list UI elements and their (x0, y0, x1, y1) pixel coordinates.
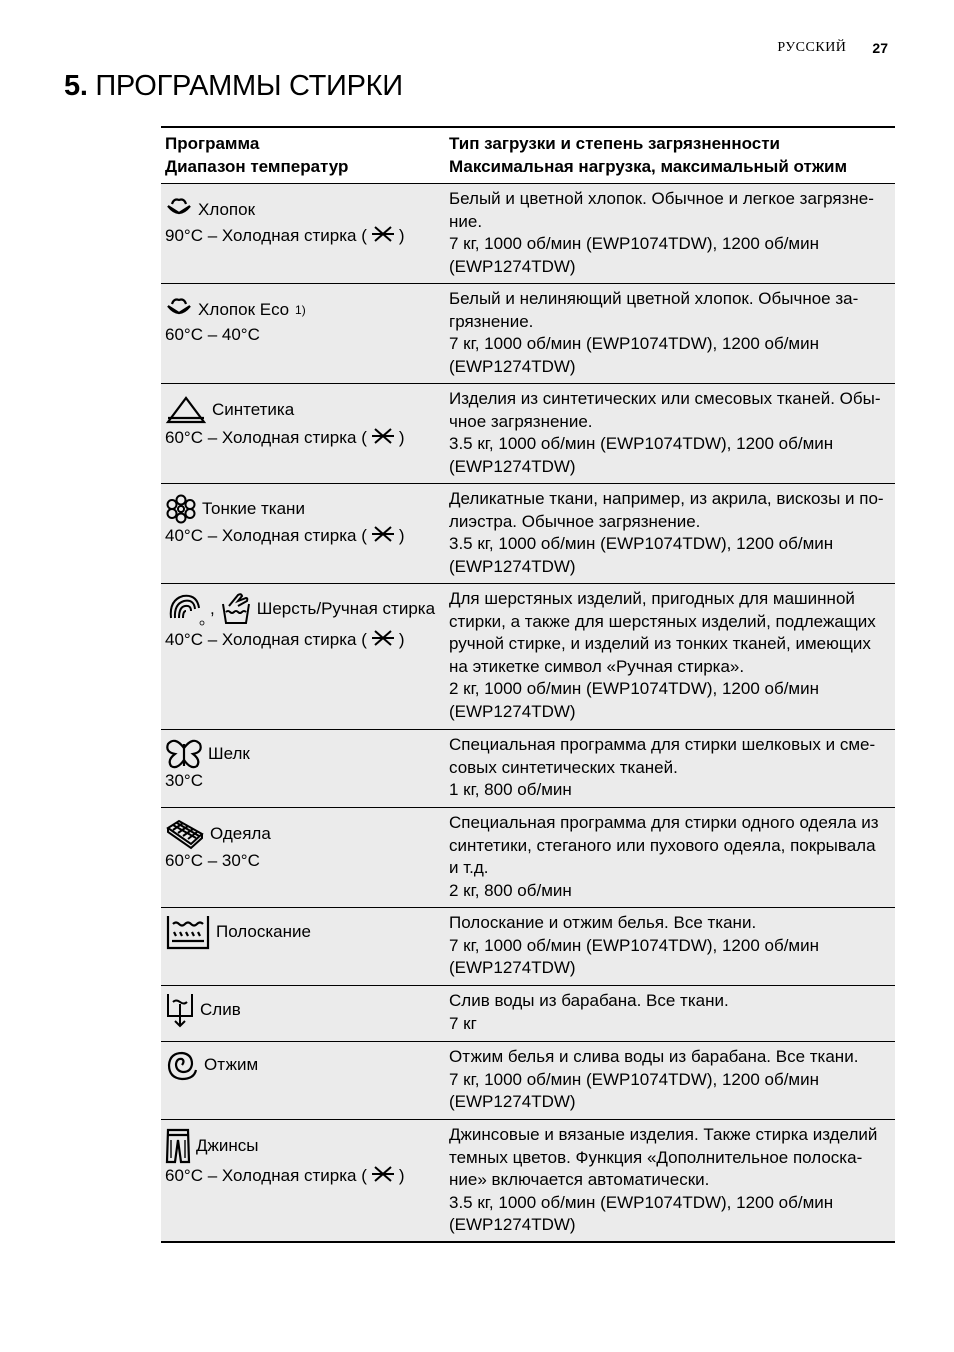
synthetics-icon (165, 394, 207, 426)
program-cell: Тонкие ткани 40°C – Холодная стирка ( ) (161, 484, 445, 584)
table-row (161, 584, 895, 730)
header-language: РУССКИЙ (777, 40, 847, 55)
section-title-text: ПРОГРАММЫ СТИРКИ (95, 70, 403, 102)
table-row (161, 1042, 895, 1120)
program-cell: Синтетика 60°C – Холодная стирка ( ) (161, 384, 445, 484)
description-cell: Деликатные ткани, например, из акрила, вискозы и по-лиэстра. Обычное загрязнение. 3.5 кг, 1000 об/мин (EWP1074TDW), 1200 об/мин (EWP1274TDW) (449, 489, 884, 576)
program-cell: , Шерсть/Ручная стирка 40°C – Холодная стирка ( ) (161, 584, 445, 730)
cotton-eco-icon (165, 296, 193, 324)
cold-wash-icon (370, 224, 396, 244)
footnote-marker: 1) (295, 302, 306, 317)
cold-wash-icon (370, 524, 396, 544)
description-cell: Белый и нелиняющий цветной хлопок. Обычное за-грязнение. 7 кг, 1000 об/мин (EWP1074TDW), 1200 об/мин (EWP1274TDW) (449, 289, 859, 376)
description-cell: Отжим белья и слива воды из барабана. Все ткани. 7 кг, 1000 об/мин (EWP1074TDW), 1200 об/мин (EWP1274TDW) (449, 1047, 859, 1111)
program-cell: Слив (161, 986, 445, 1042)
description-cell: Специальная программа для стирки шелковых и сме-совых синтетических тканей. 1 кг, 800 об/мин (449, 735, 876, 799)
program-cell: Шелк 30°C (161, 730, 445, 808)
program-cell: Джинсы 60°C – Холодная стирка ( ) (161, 1120, 445, 1242)
cold-wash-icon (370, 426, 396, 446)
program-cell: Хлопок Eco 1) 60°C – 40°C (161, 284, 445, 384)
page-number: 27 (872, 40, 888, 56)
program-cell: Хлопок 90°C – Холодная стирка ( ) (161, 184, 445, 284)
table-row (161, 908, 895, 986)
description-cell: Специальная программа для стирки одного одеяла из синтетики, стеганого или пухового одеяла, покрывала и т.д. 2 кг, 800 об/мин (449, 813, 879, 900)
table-row (161, 1120, 895, 1242)
table-row (161, 730, 895, 808)
programs-table (161, 126, 895, 1243)
delicates-icon (165, 494, 197, 524)
running-header (777, 40, 888, 56)
duvet-icon (165, 818, 205, 850)
spin-icon (165, 1048, 199, 1082)
header-program: Программа Диапазон температур (165, 134, 349, 176)
hand-wash-icon (220, 592, 252, 626)
header-load-type: Тип загрузки и степень загрязненности Максимальная нагрузка, максимальный отжим (449, 134, 848, 176)
table-header-row (161, 127, 895, 184)
cold-wash-icon (370, 1164, 396, 1184)
program-cell: Отжим (161, 1042, 445, 1120)
program-cell: Полоскание (161, 908, 445, 986)
description-cell: Джинсовые и вязаные изделия. Также стирка изделий темных цветов. Функция «Дополнительное полоска-ние» включается автоматически. 3.5 кг, 1000 об/мин (EWP1074TDW), 1200 об/мин (EWP1274TDW) (449, 1125, 878, 1234)
section-title (64, 70, 403, 103)
description-cell: Полоскание и отжим белья. Все ткани. 7 кг, 1000 об/мин (EWP1074TDW), 1200 об/мин (EWP1274TDW) (449, 913, 819, 977)
description-cell: Слив воды из барабана. Все ткани. 7 кг (449, 991, 729, 1033)
cotton-icon (165, 196, 193, 224)
section-number: 5. (64, 70, 88, 102)
description-cell: Для шерстяных изделий, пригодных для машинной стирки, а также для шерстяных изделий, подлежащих ручной стирке, и изделий из тонких тканей, имеющих на этикетке символ «Ручная стирка». 2 кг, 1000 об/мин (EWP1074TDW), 1200 об/мин (EWP1274TDW) (449, 589, 876, 721)
jeans-icon (165, 1128, 191, 1164)
woolmark-icon (165, 590, 205, 628)
table-row (161, 808, 895, 908)
table-row (161, 184, 895, 284)
table-row (161, 284, 895, 384)
description-cell: Изделия из синтетических или смесовых тканей. Обы-чное загрязнение. 3.5 кг, 1000 об/мин (EWP1074TDW), 1200 об/мин (EWP1274TDW) (449, 389, 881, 476)
table-row (161, 384, 895, 484)
rinse-icon (165, 914, 211, 950)
table-row (161, 986, 895, 1042)
cold-wash-icon (370, 628, 396, 648)
drain-icon (165, 992, 195, 1028)
silk-icon (165, 738, 203, 770)
description-cell: Белый и цветной хлопок. Обычное и легкое загрязне-ние. 7 кг, 1000 об/мин (EWP1074TDW), 1200 об/мин (EWP1274TDW) (449, 189, 874, 276)
table-row (161, 484, 895, 584)
program-cell: Одеяла 60°C – 30°C (161, 808, 445, 908)
